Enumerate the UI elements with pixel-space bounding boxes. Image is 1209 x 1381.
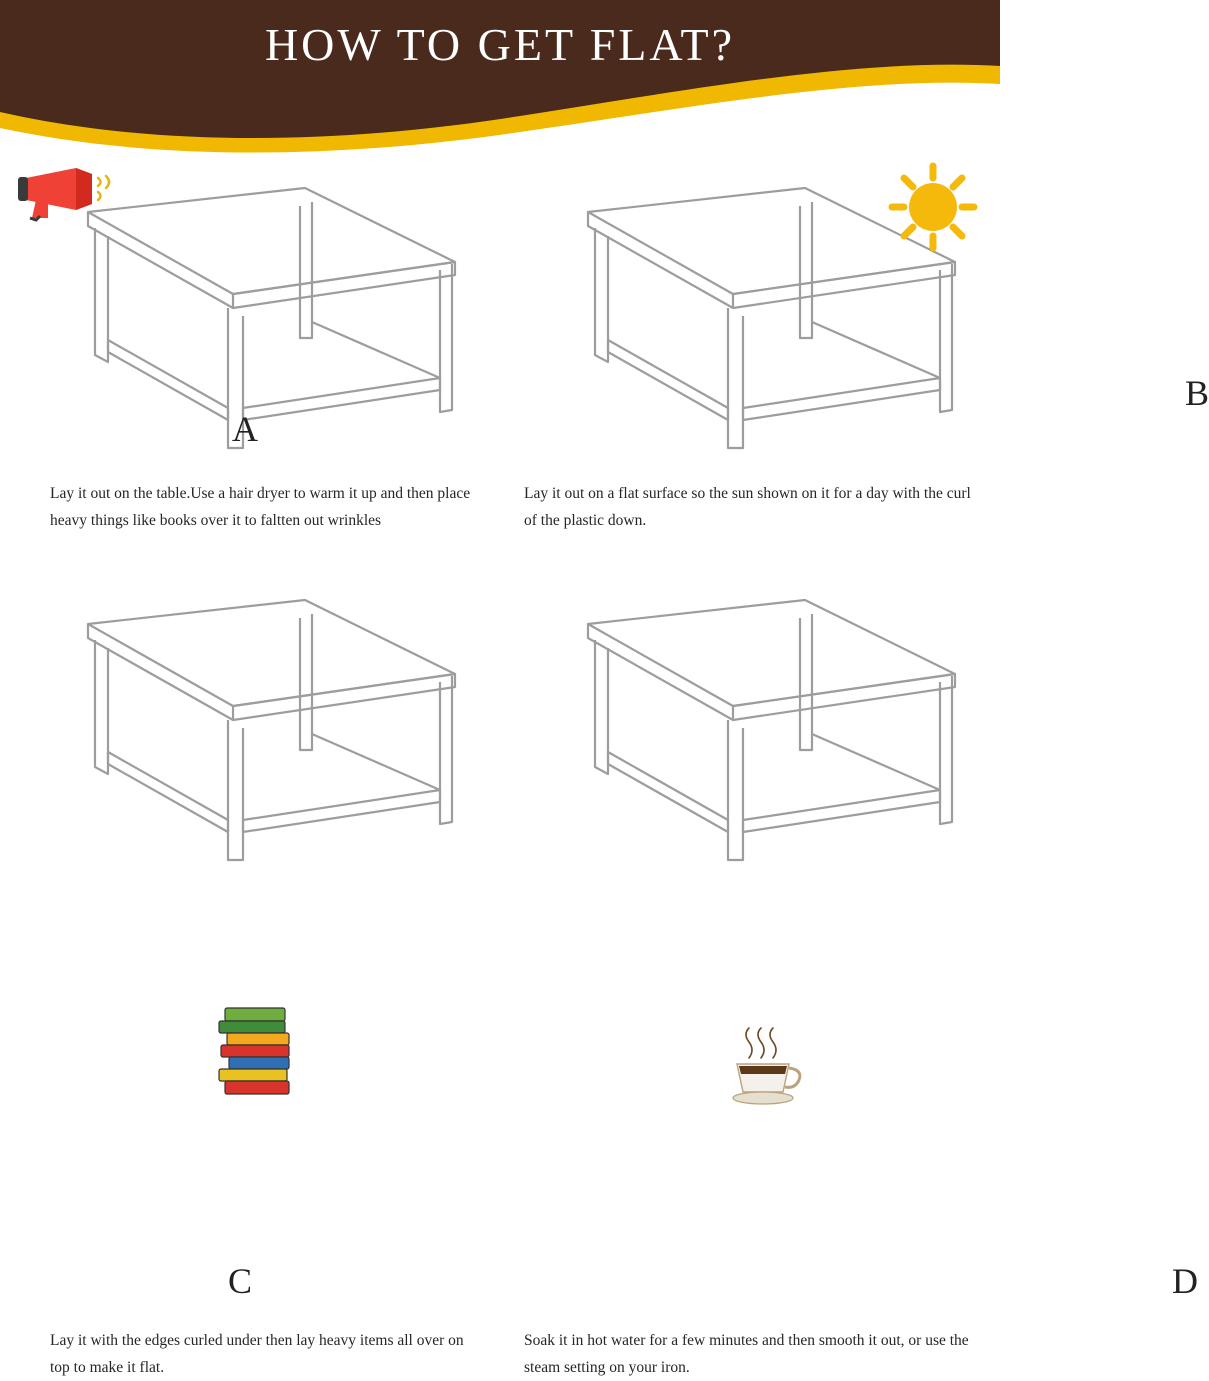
panel-letter-c: C xyxy=(228,1261,253,1301)
sun-icon xyxy=(878,152,988,267)
panel-b xyxy=(500,150,1209,562)
panel-letter-d: D xyxy=(1172,1261,1198,1301)
panel-letter-b: B xyxy=(1185,373,1209,413)
steaming-coffee-cup-icon xyxy=(715,1032,815,1117)
panel-d xyxy=(500,562,1198,1377)
panel-caption-a: Lay it out on the table.Use a hair dryer to warm it up and then place heavy things like books over it to faltten out wrinkles xyxy=(50,485,471,530)
page-header xyxy=(0,0,1000,150)
panel-caption-d: Soak it in hot water for a few minutes and then smooth it out, or use the steam setting on your iron. xyxy=(524,1332,969,1377)
hair-dryer-icon xyxy=(14,160,124,225)
panel-c xyxy=(0,562,500,1377)
stack-of-books-icon xyxy=(205,1002,315,1112)
panel-caption-c: Lay it with the edges curled under then lay heavy items all over on top to make it flat. xyxy=(50,1332,464,1377)
panel-caption-b: Lay it out on a flat surface so the sun shown on it for a day with the curl of the plastic down. xyxy=(524,485,971,530)
panel-letter-a: A xyxy=(232,409,258,449)
instruction-grid xyxy=(0,150,1209,1377)
table-illustration-c xyxy=(0,562,500,882)
panel-a xyxy=(0,150,500,562)
page-title: HOW TO GET FLAT? xyxy=(264,19,736,70)
table-illustration-d xyxy=(500,562,1000,882)
